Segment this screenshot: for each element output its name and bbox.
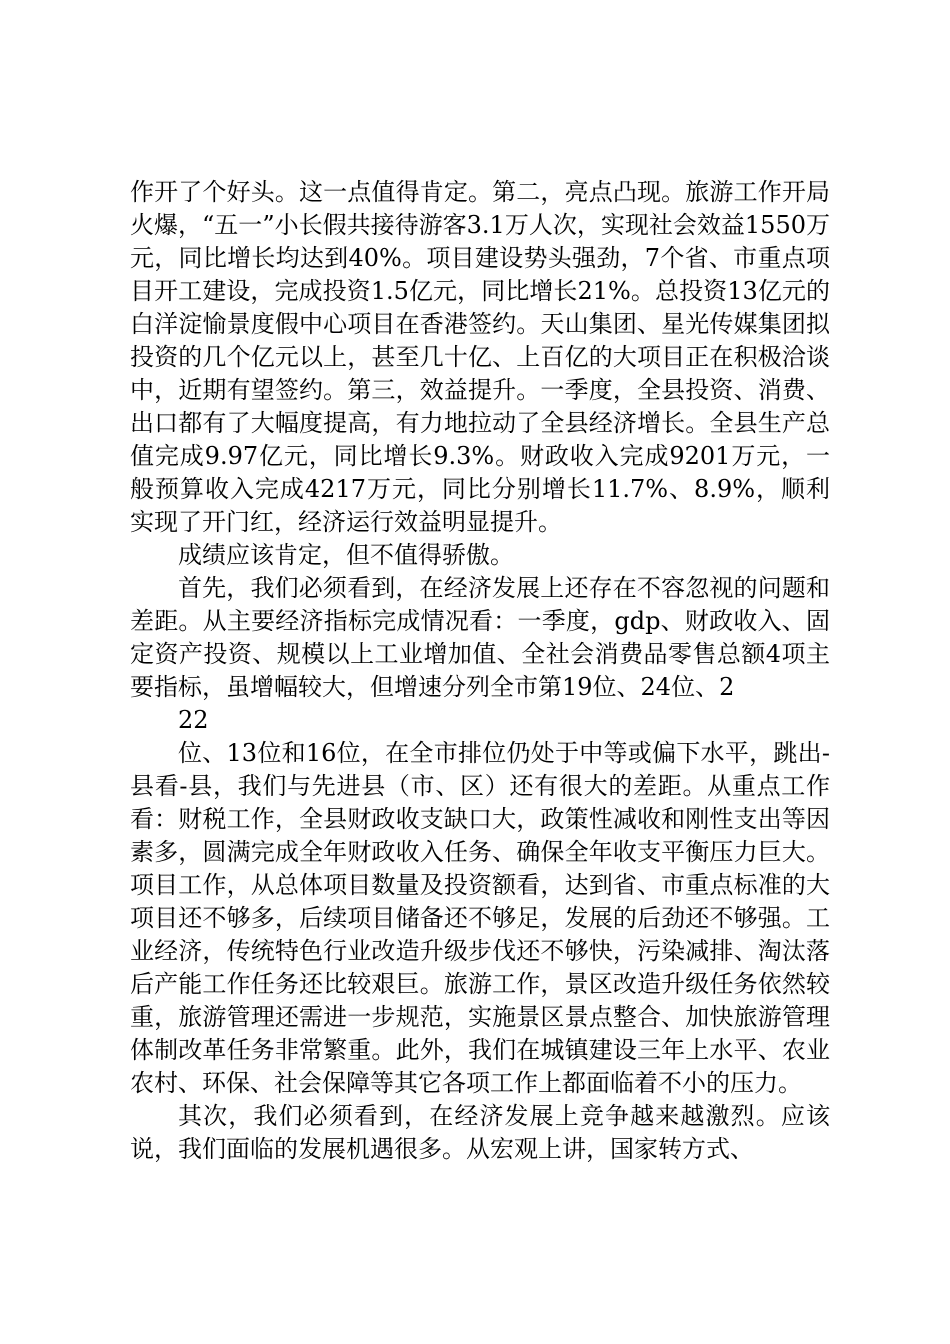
paragraph-rankings-pressure: 位、13位和16位，在全市排位仍处于中等或偏下水平，跳出-县看-县，我们与先进县（市、区）还有很大的差距。从重点工作看：财税工作，全县财政收支缺口大，政策性减收和刚性支出等因素多，圆满完成全年财政收入任务、确保全年收支平衡压力巨大。项目工作，从总体项目数量及投资额看，达到省、市重点标准的大项目还不够多，后续项目储备还不够足，发展的后劲还不够强。工业经济，传统特色行业改造升级步伐还不够快，污染减排、淘汰落后产能工作任务还比较艰巨。旅游工作，景区改造升级任务依然较重，旅游管理还需进一步规范，实施景区景点整合、加快旅游管理体制改革任务非常繁重。此外，我们在城镇建设三年上水平、农业农村、环保、社会保障等其它各项工作上都面临着不小的压力。 xyxy=(130,739,830,1097)
paragraph-second-competition: 其次，我们必须看到，在经济发展上竞争越来越激烈。应该说，我们面临的发展机遇很多。从宏观上讲，国家转方式、 xyxy=(130,1102,830,1163)
paragraph-achievements: 作开了个好头。这一点值得肯定。第二，亮点凸现。旅游工作开局火爆，“五一”小长假共接待游客3.1万人次，实现社会效益1550万元，同比增长均达到40%。项目建设势头强劲，7个省、市重点项目开工建设，完成投资1.5亿元，同比增长21%。总投资13亿元的白洋淀愉景度假中心项目在香港签约。天山集团、星光传媒集团拟投资的几个亿元以上，甚至几十亿、上百亿的大项目正在积极洽谈中，近期有望签约。第三，效益提升。一季度，全县投资、消费、出口都有了大幅度提高，有力地拉动了全县经济增长。全县生产总值完成9.97亿元，同比增长9.3%。财政收入完成9201万元，一般预算收入完成4217万元，同比分别增长11.7%、8.9%，顺利实现了开门红，经济运行效益明显提升。 xyxy=(130,178,830,536)
paragraph-first-problems: 首先，我们必须看到，在经济发展上还存在不容忽视的问题和差距。从主要经济指标完成情况看：一季度，gdp、财政收入、固定资产投资、规模以上工业增加值、全社会消费品零售总额4项主要指标，虽增幅较大，但增速分列全市第19位、24位、2 xyxy=(130,574,830,701)
paragraph-not-proud: 成绩应该肯定，但不值得骄傲。 xyxy=(178,541,514,569)
document-body xyxy=(130,176,830,1166)
paragraph-page-number: 22 xyxy=(178,706,209,734)
